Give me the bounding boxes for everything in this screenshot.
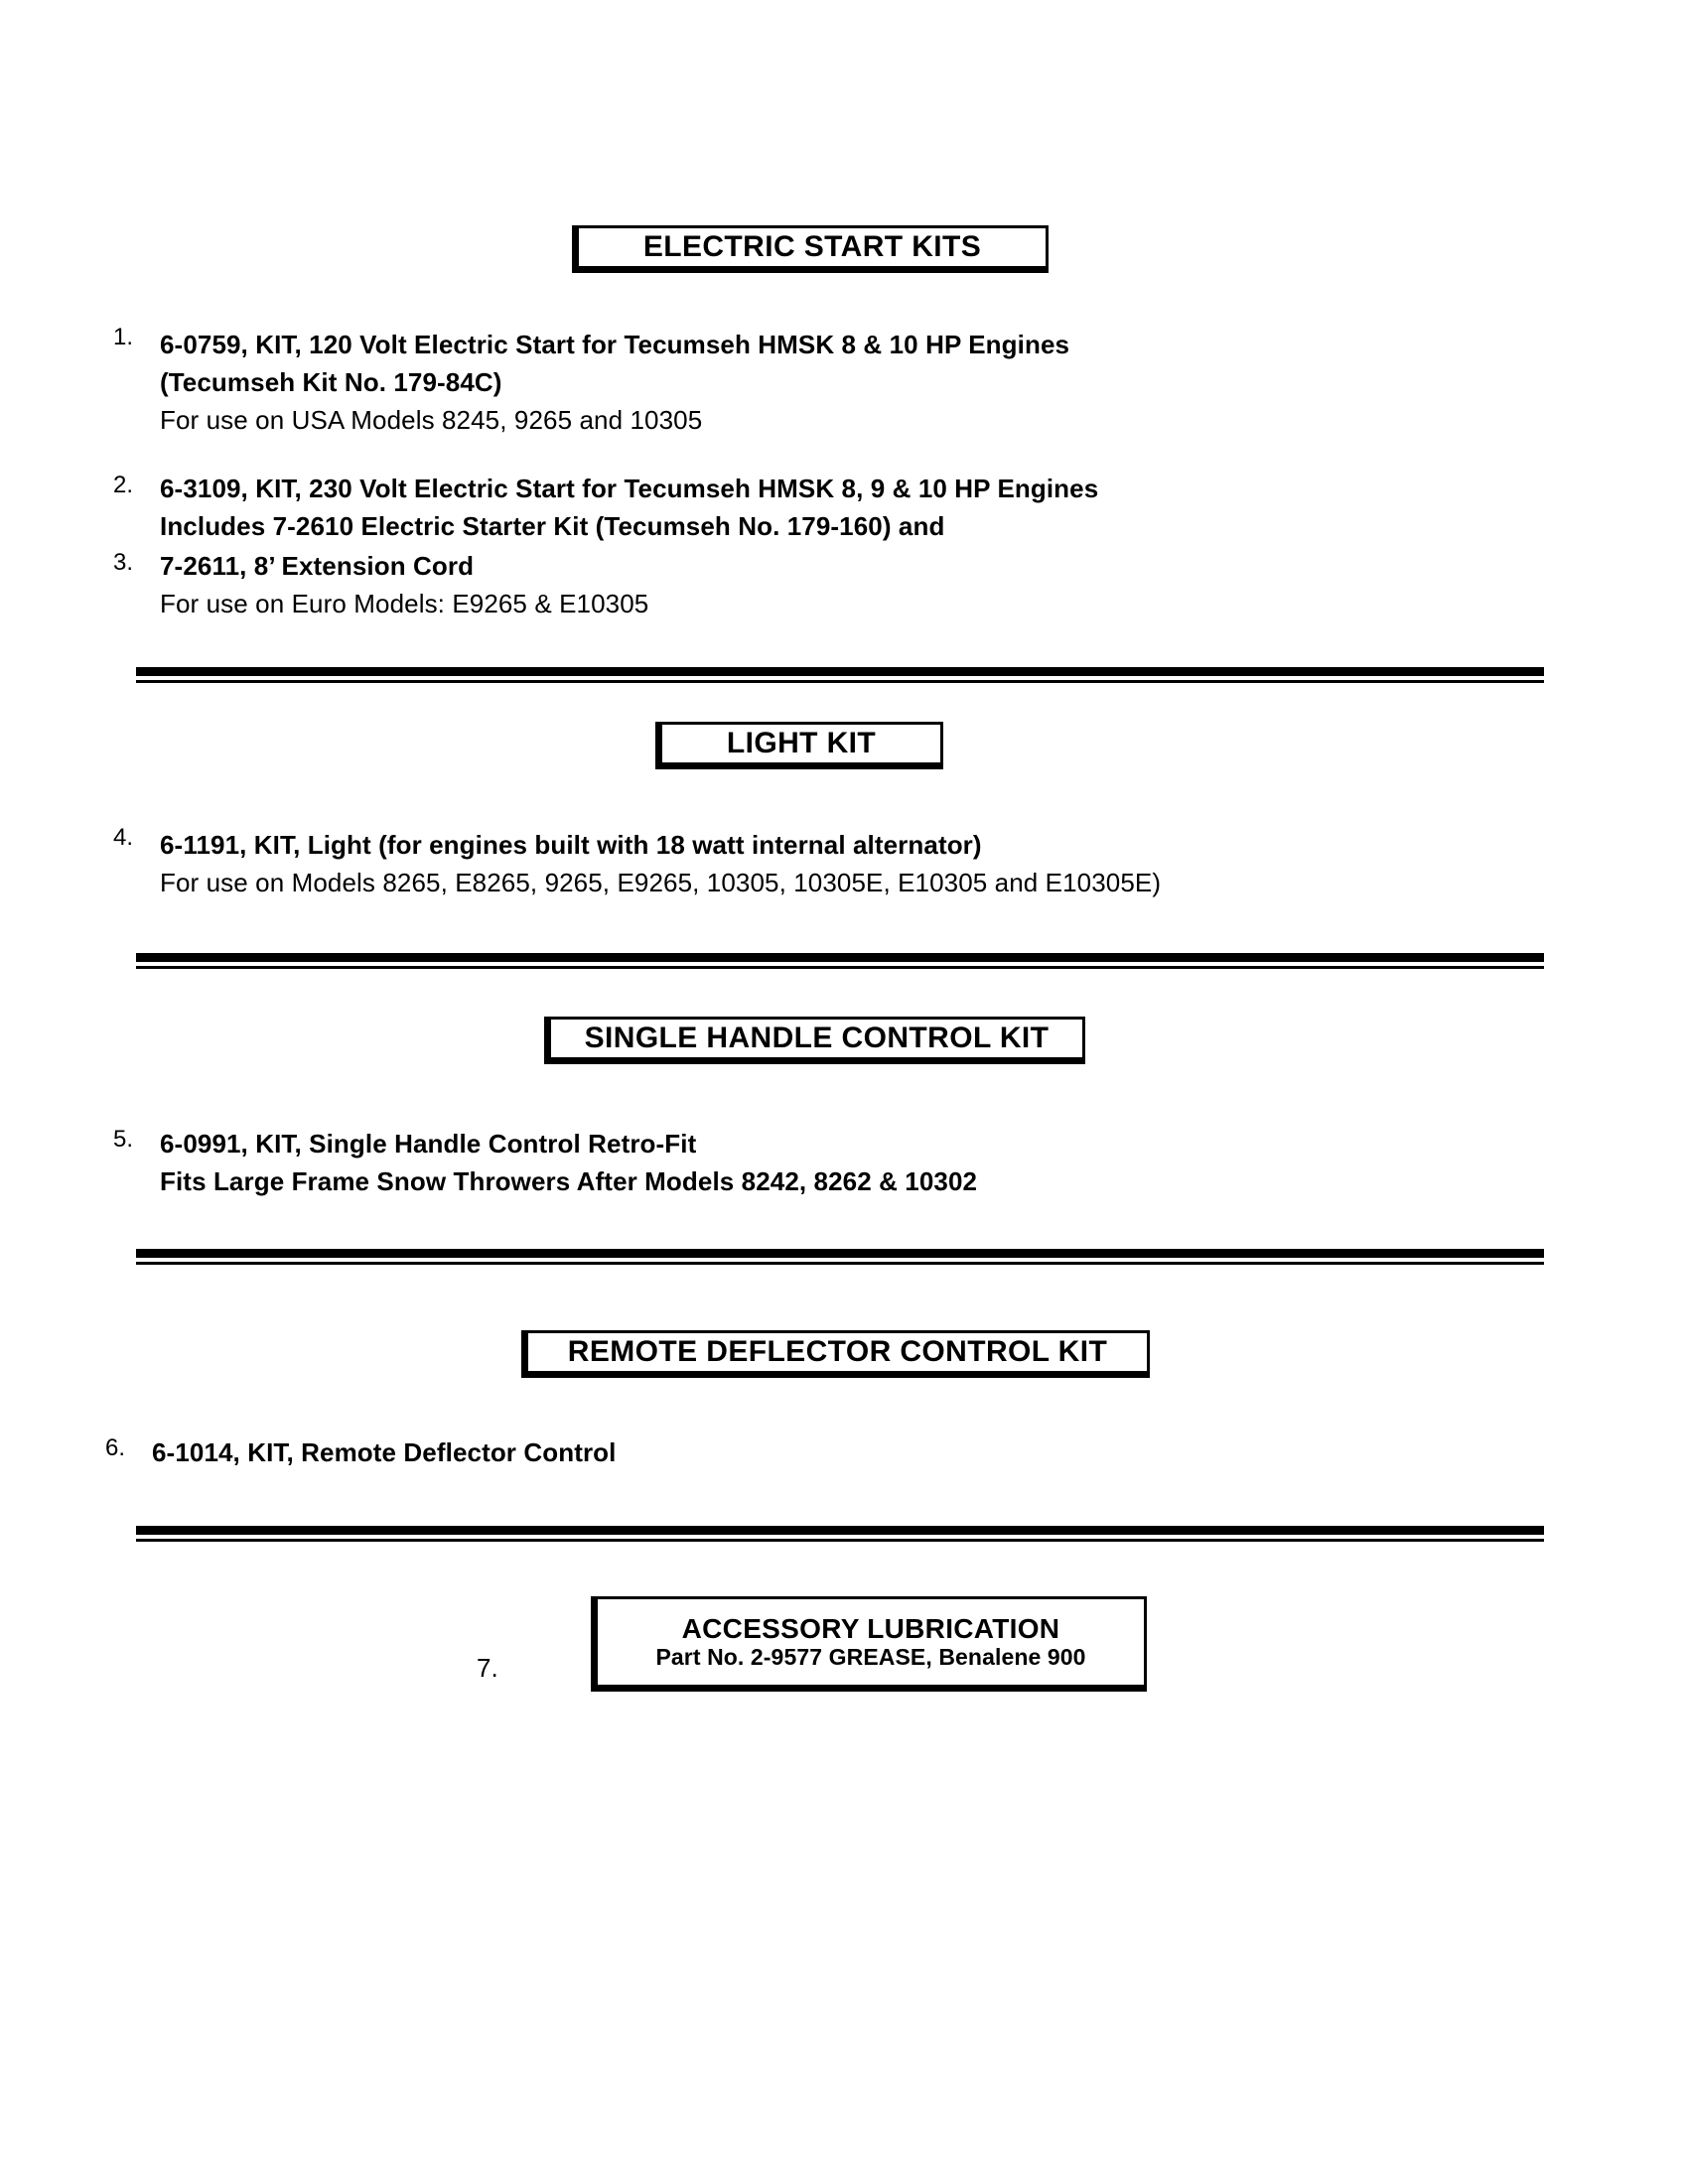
section-divider-rule-2 bbox=[136, 953, 1544, 969]
section-heading-label: REMOTE DEFLECTOR CONTROL KIT bbox=[567, 1335, 1108, 1369]
list-item-3 bbox=[87, 547, 1527, 622]
list-item-line: 6-0759, KIT, 120 Volt Electric Start for Tecumseh HMSK 8 & 10 HP Engines bbox=[160, 330, 1070, 359]
divider-bar-thick bbox=[136, 1526, 1544, 1535]
accessory-lubrication-title: ACCESSORY LUBRICATION bbox=[681, 1613, 1060, 1645]
section-heading-remote-deflector-control-kit bbox=[521, 1330, 1150, 1378]
list-item-line: Fits Large Frame Snow Throwers After Models 8242, 8262 & 10302 bbox=[160, 1166, 978, 1196]
list-item-number: 5. bbox=[112, 1126, 133, 1153]
list-item-lines bbox=[160, 826, 1527, 901]
accessory-lubrication-part-number: Part No. 2-9577 GREASE, Benalene 900 bbox=[655, 1643, 1086, 1670]
accessory-lubrication-box bbox=[591, 1596, 1147, 1692]
list-item-line: 7-2611, 8’ Extension Cord bbox=[160, 551, 475, 581]
list-item-line: 6-3109, KIT, 230 Volt Electric Start for Tecumseh HMSK 8, 9 & 10 HP Engines bbox=[160, 474, 1099, 503]
list-item-line: For use on USA Models 8245, 9265 and 10305 bbox=[160, 405, 703, 435]
list-item-number: 1. bbox=[112, 324, 133, 350]
list-item-line: For use on Models 8265, E8265, 9265, E9265, 10305, 10305E, E10305 and E10305E) bbox=[160, 868, 1162, 897]
list-item-number: 6. bbox=[104, 1434, 125, 1461]
list-item-4 bbox=[87, 826, 1527, 901]
section-divider-rule-4 bbox=[136, 1526, 1544, 1542]
section-heading-label: ELECTRIC START KITS bbox=[642, 230, 982, 264]
divider-bar-thin bbox=[136, 966, 1544, 969]
list-item-6 bbox=[79, 1433, 1519, 1471]
list-item-lines bbox=[160, 470, 1527, 545]
divider-bar-thin bbox=[136, 680, 1544, 683]
list-item-lines bbox=[160, 326, 1527, 439]
list-item-line: 6-1191, KIT, Light (for engines built with 18 watt internal alternator) bbox=[160, 830, 982, 860]
section-heading-light-kit bbox=[655, 722, 943, 769]
list-item-lines bbox=[160, 547, 1527, 622]
list-item-line: 6-1014, KIT, Remote Deflector Control bbox=[152, 1437, 617, 1467]
list-item-lines bbox=[160, 1125, 1527, 1200]
list-item-number-7: 7. bbox=[477, 1653, 498, 1683]
list-item-number: 3. bbox=[112, 549, 133, 576]
section-divider-rule-3 bbox=[136, 1249, 1544, 1265]
divider-bar-thin bbox=[136, 1262, 1544, 1265]
divider-bar-thick bbox=[136, 667, 1544, 676]
list-item-line: (Tecumseh Kit No. 179-84C) bbox=[160, 367, 502, 397]
list-item-5 bbox=[87, 1125, 1527, 1200]
divider-bar-thick bbox=[136, 953, 1544, 962]
divider-bar-thin bbox=[136, 1539, 1544, 1542]
list-item-lines bbox=[152, 1433, 1519, 1471]
list-item-1 bbox=[87, 326, 1527, 439]
list-item-line: Includes 7-2610 Electric Starter Kit (Tecumseh No. 179-160) and bbox=[160, 511, 945, 541]
section-heading-label: SINGLE HANDLE CONTROL KIT bbox=[584, 1022, 1050, 1055]
list-item-line: For use on Euro Models: E9265 & E10305 bbox=[160, 589, 649, 618]
section-divider-rule-1 bbox=[136, 667, 1544, 683]
list-item-number: 4. bbox=[112, 824, 133, 851]
list-item-line: 6-0991, KIT, Single Handle Control Retro-Fit bbox=[160, 1129, 697, 1159]
section-heading-label: LIGHT KIT bbox=[726, 727, 877, 760]
list-item-number: 2. bbox=[112, 472, 133, 498]
section-heading-single-handle-control-kit bbox=[544, 1017, 1085, 1064]
section-heading-electric-start-kits bbox=[572, 225, 1049, 273]
list-item-2 bbox=[87, 470, 1527, 545]
divider-bar-thick bbox=[136, 1249, 1544, 1258]
